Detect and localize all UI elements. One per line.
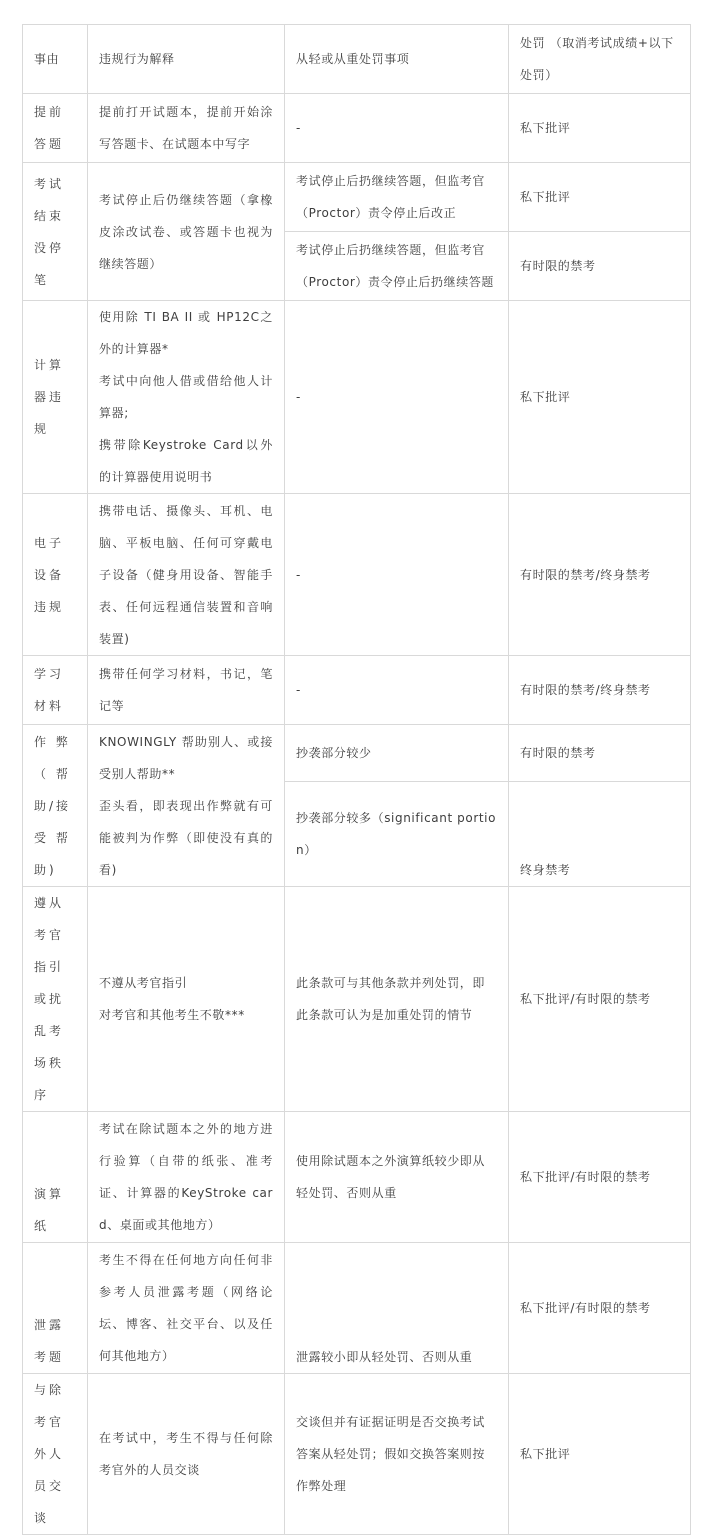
row-matter: 与除考官外人员交谈: [23, 1374, 88, 1535]
row-penalty: 有时限的禁考: [509, 232, 691, 301]
row-matter: 演算纸: [23, 1112, 88, 1243]
table-row: [23, 1374, 691, 1535]
explanation-line: 歪头看，即表现出作弊就有可能被判为作弊（即使没有真的看): [99, 798, 273, 877]
row-matter: 计算器违规: [23, 301, 88, 494]
row-circumstance: 泄露较小即从轻处罚、否则从重: [285, 1243, 509, 1374]
table-row: [23, 1243, 691, 1374]
header-explanation: 违规行为解释: [88, 25, 285, 94]
row-circumstance: 抄袭部分较多（significant portion）: [285, 782, 509, 887]
table-row: [23, 887, 691, 1112]
row-explanation: [88, 887, 285, 1112]
explanation-line: 不遵从考官指引: [99, 976, 188, 990]
table-row: [23, 725, 691, 782]
row-explanation: [88, 725, 285, 887]
row-circumstance: 考试停止后扔继续答题，但监考官（Proctor）责令停止后扔继续答题: [285, 232, 509, 301]
table-row: [23, 494, 691, 656]
row-explanation: 考试在除试题本之外的地方进行验算（自带的纸张、准考证、计算器的KeyStroke card、桌面或其他地方）: [88, 1112, 285, 1243]
row-circumstance: -: [285, 656, 509, 725]
row-penalty: 私下批评: [509, 163, 691, 232]
row-matter: 考试结束没停笔: [23, 163, 88, 301]
table-row: [23, 1112, 691, 1243]
row-penalty: 私下批评: [509, 94, 691, 163]
row-circumstance: 使用除试题本之外演算纸较少即从轻处罚、否则从重: [285, 1112, 509, 1243]
header-penalty: 处罚 （取消考试成绩+以下处罚）: [509, 25, 691, 94]
table-row: [23, 301, 691, 494]
row-explanation: 考生不得在任何地方向任何非参考人员泄露考题（网络论坛、博客、社交平台、以及任何其他地方）: [88, 1243, 285, 1374]
row-explanation: 携带电话、摄像头、耳机、电脑、平板电脑、任何可穿戴电子设备（健身用设备、智能手表、任何远程通信装置和音响装置): [88, 494, 285, 656]
row-matter: 学习材料: [23, 656, 88, 725]
row-explanation: 携带任何学习材料，书记，笔记等: [88, 656, 285, 725]
row-matter: 遵从考官指引或扰乱考场秩序: [23, 887, 88, 1112]
row-penalty: 私下批评: [509, 1374, 691, 1535]
table-row: [23, 163, 691, 232]
row-circumstance: -: [285, 94, 509, 163]
row-circumstance: -: [285, 301, 509, 494]
row-penalty: 私下批评: [509, 301, 691, 494]
row-penalty: 私下批评/有时限的禁考: [509, 1243, 691, 1374]
explanation-line: 考试中向他人借或借给他人计算器;: [99, 374, 273, 420]
row-explanation: 提前打开试题本，提前开始涂写答题卡、在试题本中写字: [88, 94, 285, 163]
row-explanation: [88, 301, 285, 494]
row-explanation: 在考试中，考生不得与任何除考官外的人员交谈: [88, 1374, 285, 1535]
table-row: [23, 656, 691, 725]
row-matter: 泄露考题: [23, 1243, 88, 1374]
row-circumstance: -: [285, 494, 509, 656]
row-matter: 提前答题: [23, 94, 88, 163]
explanation-line: KNOWINGLY 帮助别人、或接受别人帮助**: [99, 734, 273, 781]
row-penalty: 私下批评/有时限的禁考: [509, 1112, 691, 1243]
penalty-table: [22, 24, 691, 1535]
table-row: [23, 94, 691, 163]
header-circumstance: 从轻或从重处罚事项: [285, 25, 509, 94]
header-matter: 事由: [23, 25, 88, 94]
row-circumstance: 考试停止后扔继续答题，但监考官（Proctor）责令停止后改正: [285, 163, 509, 232]
row-penalty: 私下批评/有时限的禁考: [509, 887, 691, 1112]
row-explanation: 考试停止后仍继续答题（拿橡皮涂改试卷、或答题卡也视为继续答题）: [88, 163, 285, 301]
table-header-row: [23, 25, 691, 94]
row-circumstance: 抄袭部分较少: [285, 725, 509, 782]
explanation-line: 使用除 TI BA II 或 HP12C之外的计算器*: [99, 310, 273, 356]
row-penalty: 有时限的禁考/终身禁考: [509, 494, 691, 656]
explanation-line: 携带除Keystroke Card以外的计算器使用说明书: [99, 438, 273, 484]
row-matter: 电子设备违规: [23, 494, 88, 656]
row-penalty: 有时限的禁考/终身禁考: [509, 656, 691, 725]
row-penalty: 有时限的禁考: [509, 725, 691, 782]
row-matter: 作 弊（ 帮助/接 受 帮助): [23, 725, 88, 887]
row-circumstance: 交谈但并有证据证明是否交换考试答案从轻处罚；假如交换答案则按作弊处理: [285, 1374, 509, 1535]
row-penalty: 终身禁考: [509, 782, 691, 887]
explanation-line: 对考官和其他考生不敬***: [99, 1008, 245, 1022]
row-circumstance: 此条款可与其他条款并列处罚，即此条款可认为是加重处罚的情节: [285, 887, 509, 1112]
